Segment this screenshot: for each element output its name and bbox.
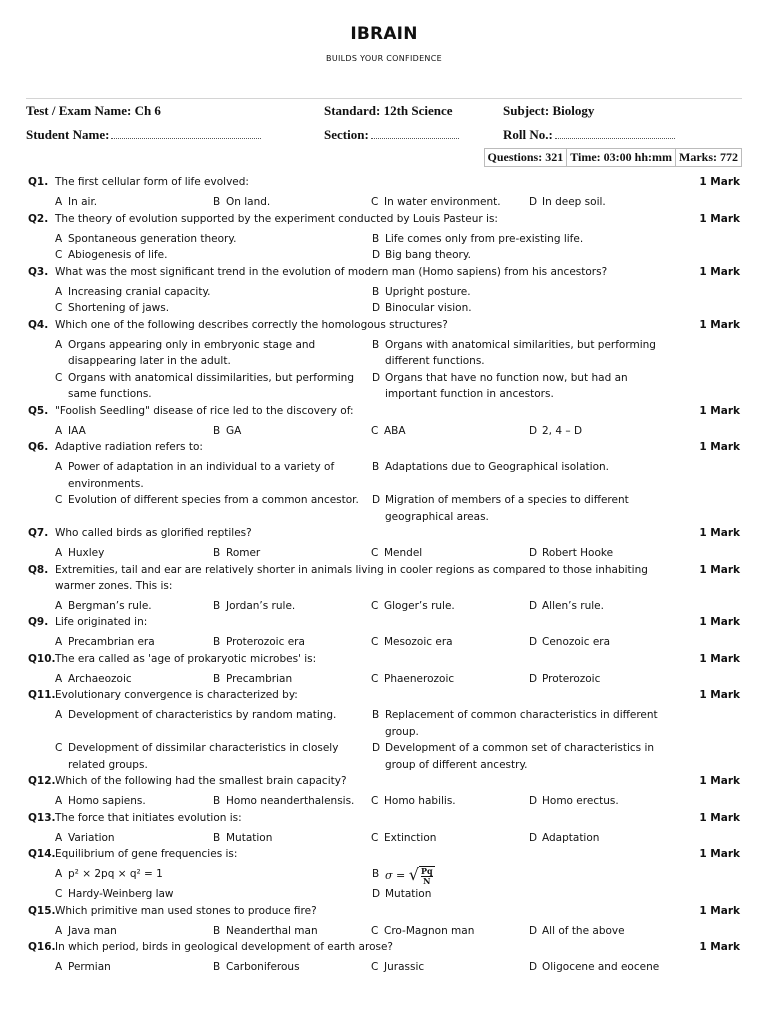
question-marks: 1 Mark [699,904,740,917]
option-a [55,337,372,370]
option-text: Archaeozoic [68,672,132,685]
option-text: Spontaneous generation theory. [68,232,237,245]
question [28,264,740,317]
option-letter: C [371,636,379,648]
question-text: Equilibrium of gene frequencies is: [55,848,238,860]
option-letter: B [213,831,221,844]
option-c [55,370,372,403]
question-list [28,174,740,976]
option-text: Bergman’s rule. [68,599,152,612]
question-number: Q4. [28,318,49,331]
option-letter: C [55,371,63,384]
option-letter: A [55,868,63,880]
option-letter: A [55,424,63,437]
question-number: Q2. [28,212,49,225]
option-a [55,231,372,248]
question-number: Q13. [28,811,56,824]
formula-denominator: N [423,876,431,886]
option-text: Life comes only from pre-existing life. [385,232,584,245]
option-b [372,284,689,301]
question-text: Evolutionary convergence is characterized by: [55,689,298,701]
option-b [213,634,371,651]
option-letter: C [371,424,379,437]
option-letter: A [55,232,63,245]
option-letter: B [213,547,221,559]
question-marks: 1 Mark [699,563,740,576]
option-letter: D [529,961,538,973]
option-letter: D [372,742,381,754]
option-b [213,194,371,211]
option-text: Replacement of common characteristics in different group. [385,709,658,738]
question-text: What was the most significant trend in the evolution of modern man (Homo sapiens) from his ancestors? [55,265,608,278]
option-letter: D [529,924,538,937]
student-name-label: Student Name: [26,127,110,142]
option-a [55,598,213,615]
option-letter: B [213,636,221,648]
option-letter: B [213,424,221,437]
header-divider [26,98,742,99]
option-list [55,703,689,773]
option-b [213,423,371,440]
question-text: "Foolish Seedling" disease of rice led to the discovery of: [55,404,354,417]
option-list [55,280,689,317]
option-text: Allen’s rule. [542,599,604,612]
option-text: Oligocene and eocene [542,961,660,973]
option-text: Jurassic [384,961,425,973]
option-letter: D [529,424,538,437]
brand-tagline: BUILDS YOUR CONFIDENCE [326,54,442,63]
option-letter: D [529,795,538,807]
option-text: Proterozoic [542,672,601,685]
option-text: Abiogenesis of life. [68,249,168,261]
question-number: Q12. [28,775,56,787]
option-letter: B [213,961,221,973]
option-list [55,919,689,940]
option-letter: B [213,599,221,612]
option-d [529,423,687,440]
option-text: Neanderthal man [226,924,318,937]
option-letter: D [372,888,381,900]
option-text: Big bang theory. [385,249,471,261]
question-number: Q11. [28,689,56,701]
roll-no-label: Roll No.: [503,127,553,142]
option-text: Homo neanderthalensis. [226,795,355,807]
option-c [371,598,529,615]
question-number: Q7. [28,527,49,539]
question-number: Q1. [28,176,49,188]
question [28,439,740,525]
option-formula [385,866,689,886]
option-text: Homo sapiens. [68,795,146,807]
question [28,903,740,940]
option-letter: B [213,672,221,685]
option-d [529,598,687,615]
option-b [213,830,371,847]
option-letter: D [372,302,381,314]
formula-lhs: σ = [385,868,406,882]
option-letter: A [55,196,63,208]
option-d [372,492,689,525]
option-text: Variation [68,831,115,844]
option-a [55,545,213,562]
option-b [213,959,371,976]
question-number: Q9. [28,616,49,628]
option-text: Carboniferous [226,961,300,973]
option-letter: B [372,461,380,473]
option-letter: C [371,196,379,208]
option-text: Phaenerozoic [384,672,455,685]
option-letter: D [529,831,538,844]
option-text: Precambrian [226,672,293,685]
option-text: Hardy-Weinberg law [68,888,174,900]
option-text: Proterozoic era [226,636,305,648]
option-letter: C [371,924,379,937]
question-marks: 1 Mark [699,441,740,453]
option-c [55,492,372,525]
question-number: Q14. [28,848,56,860]
option-text: Precambrian era [68,636,155,648]
option-b [372,337,689,370]
question [28,939,740,976]
option-text: Cenozoic era [542,636,611,648]
option-text: 2, 4 – D [542,424,583,437]
sqrt-symbol: √ [408,865,419,884]
section-label: Section: [324,127,369,142]
question-marks: 1 Mark [699,318,740,331]
option-letter: D [372,371,381,384]
section-field [324,127,459,143]
question-number: Q5. [28,404,49,417]
option-letter: C [371,961,379,973]
option-a [55,707,372,740]
question-number: Q10. [28,652,56,665]
option-b [372,866,689,886]
question-number: Q8. [28,563,49,576]
option-letter: B [213,924,221,937]
option-letter: A [55,547,63,559]
option-text: Permian [68,961,111,973]
question-marks: 1 Mark [699,689,740,701]
option-text: Migration of members of a species to different geographical areas. [385,494,629,523]
question-number: Q6. [28,441,49,453]
question-text: The first cellular form of life evolved: [55,176,249,188]
option-letter: C [55,249,63,261]
option-letter: C [371,599,379,612]
option-letter: A [55,924,63,937]
option-text: GA [226,424,242,437]
option-letter: D [529,196,538,208]
question-text: The theory of evolution supported by the experiment conducted by Louis Pasteur is: [55,212,498,225]
option-a [55,866,372,886]
option-c [55,886,372,903]
option-letter: C [371,831,379,844]
question-number: Q15. [28,904,56,917]
option-list [55,862,689,903]
subject: Subject: Biology [503,103,595,118]
option-b [372,231,689,248]
option-a [55,194,213,211]
option-letter: A [55,285,63,298]
option-letter: B [372,232,380,245]
option-text: Cro-Magnon man [384,924,475,937]
option-d [529,545,687,562]
option-text: Development of characteristics by random mating. [68,709,337,721]
option-letter: B [213,196,221,208]
option-list [55,667,689,688]
option-list [55,541,689,562]
option-a [55,634,213,651]
time-limit: Time: 03:00 hh:mm [566,149,675,166]
question [28,687,740,773]
option-d [529,194,687,211]
option-a [55,459,372,492]
option-d [372,370,689,403]
option-text: Homo habilis. [384,795,456,807]
option-text: Organs that have no function now, but had an important function in ancestors. [385,371,628,400]
option-text: IAA [68,424,86,437]
option-text: Adaptations due to Geographical isolation. [385,461,609,473]
question-text: Who called birds as glorified reptiles? [55,527,252,539]
question [28,174,740,211]
option-letter: B [372,709,380,721]
option-c [371,959,529,976]
question-text: Extremities, tail and ear are relatively shorter in animals living in cooler regions as compared to those inhabiting warmer zones. This is: [55,563,648,592]
question-marks: 1 Mark [699,176,740,188]
option-text: Shortening of jaws. [68,302,170,314]
option-letter: D [529,636,538,648]
option-c [371,671,529,688]
option-c [55,300,372,317]
student-name-field [26,127,261,143]
option-letter: D [529,672,538,685]
question-text: Which of the following had the smallest brain capacity? [55,775,347,787]
question-marks: 1 Mark [699,811,740,824]
option-d [529,634,687,651]
option-text: Romer [226,547,261,559]
option-letter: D [529,599,538,612]
question-marks: 1 Mark [699,527,740,539]
option-list [55,419,689,440]
question-number: Q3. [28,265,49,278]
option-c [371,923,529,940]
option-letter: C [371,547,379,559]
option-list [55,333,689,403]
question [28,810,740,847]
option-text: Jordan’s rule. [226,599,296,612]
option-a [55,923,213,940]
option-text: Organs with anatomical dissimilarities, but performing same functions. [68,371,354,400]
option-a [55,284,372,301]
question [28,317,740,403]
option-d [372,300,689,317]
option-d [529,793,687,810]
question-text: Adaptive radiation refers to: [55,441,203,453]
option-c [371,423,529,440]
option-text: Development of dissimilar characteristics in closely related groups. [68,742,339,771]
question-text: Life originated in: [55,616,148,628]
option-text: In deep soil. [542,196,606,208]
option-d [529,923,687,940]
formula-numerator: Pq [420,866,433,876]
question-text: In which period, birds in geological development of earth arose? [55,941,393,953]
option-d [372,247,689,264]
option-text: Upright posture. [385,285,471,298]
option-text: Mesozoic era [384,636,453,648]
option-b [372,707,689,740]
option-letter: C [55,494,63,506]
exam-meta-box [484,148,742,167]
question [28,403,740,440]
option-list [55,789,689,810]
option-list [55,630,689,651]
question [28,846,740,903]
option-c [371,634,529,651]
option-a [55,423,213,440]
option-b [372,459,689,492]
option-a [55,830,213,847]
option-letter: A [55,338,63,351]
option-b [213,793,371,810]
question-marks: 1 Mark [699,212,740,225]
option-b [213,671,371,688]
option-b [213,598,371,615]
question-marks: 1 Mark [699,775,740,787]
option-c [371,545,529,562]
option-a [55,671,213,688]
exam-name: Test / Exam Name: Ch 6 [26,103,161,118]
option-c [371,793,529,810]
question-text: The era called as 'age of prokaryotic microbes' is: [55,652,317,665]
option-a [55,959,213,976]
option-letter: A [55,795,63,807]
question [28,525,740,562]
total-marks: Marks: 772 [675,149,741,166]
question-marks: 1 Mark [699,265,740,278]
option-text: Development of a common set of characteristics in group of different ancestry. [385,742,655,771]
option-text: Power of adaptation in an individual to a variety of environments. [68,461,335,490]
option-a [55,793,213,810]
option-text: Adaptation [542,831,600,844]
question [28,562,740,615]
student-name-blank [111,127,261,139]
option-list [55,594,689,615]
option-letter: A [55,599,63,612]
option-letter: C [55,302,63,314]
option-text: Increasing cranial capacity. [68,285,211,298]
option-text: On land. [226,196,271,208]
section-blank [371,127,459,139]
question-marks: 1 Mark [699,848,740,860]
option-text: Huxley [68,547,105,559]
option-text: Organs appearing only in embryonic stage and disappearing later in the adult. [68,338,316,367]
question-count: Questions: 321 [487,150,564,164]
option-text: All of the above [542,924,625,937]
option-letter: A [55,636,63,648]
question [28,773,740,810]
option-text: ABA [384,424,406,437]
option-c [371,194,529,211]
option-list [55,955,689,976]
option-list [55,227,689,264]
option-text: Mendel [384,547,423,559]
question-text: Which primitive man used stones to produce fire? [55,904,317,917]
option-text: Gloger’s rule. [384,599,455,612]
option-letter: C [55,888,63,900]
question [28,651,740,688]
option-letter: D [372,249,381,261]
option-letter: A [55,709,63,721]
option-letter: C [371,795,379,807]
option-letter: A [55,961,63,973]
brand-title: IBRAIN [350,24,418,44]
option-text: Mutation [226,831,273,844]
option-letter: B [372,285,380,298]
question-text: Which one of the following describes correctly the homologous structures? [55,318,448,331]
option-text: In water environment. [384,196,501,208]
roll-no-field [503,127,675,143]
option-d [372,740,689,773]
option-b [213,923,371,940]
question-text: The force that initiates evolution is: [55,811,242,824]
roll-no-blank [555,127,675,139]
option-letter: A [55,831,63,844]
option-c [371,830,529,847]
option-d [529,830,687,847]
question [28,211,740,264]
option-text: p² × 2pq × q² = 1 [68,868,163,880]
option-text: Binocular vision. [385,302,472,314]
question-marks: 1 Mark [699,404,740,417]
option-d [372,886,689,903]
option-text: In air. [68,196,98,208]
option-text: Robert Hooke [542,547,614,559]
question-marks: 1 Mark [699,941,740,953]
option-list [55,455,689,525]
question-marks: 1 Mark [699,652,740,665]
option-letter: A [55,672,63,685]
option-text: Extinction [384,831,437,844]
option-c [55,740,372,773]
option-letter: C [55,742,63,754]
standard: Standard: 12th Science [324,103,453,118]
option-list [55,826,689,847]
option-letter: B [372,868,380,880]
question-number: Q16. [28,941,56,953]
option-letter: A [55,461,63,473]
option-letter: B [213,795,221,807]
question [28,614,740,651]
option-text: Mutation [385,888,432,900]
option-b [213,545,371,562]
option-d [529,671,687,688]
option-letter: D [372,494,381,506]
option-text: Java man [68,924,117,937]
option-d [529,959,687,976]
option-c [55,247,372,264]
option-text: Homo erectus. [542,795,619,807]
option-text: Evolution of different species from a common ancestor. [68,494,359,506]
option-letter: C [371,672,379,685]
option-list [55,190,689,211]
question-marks: 1 Mark [699,616,740,628]
option-text: Organs with anatomical similarities, but performing different functions. [385,338,656,367]
option-letter: D [529,547,538,559]
option-letter: B [372,338,380,351]
